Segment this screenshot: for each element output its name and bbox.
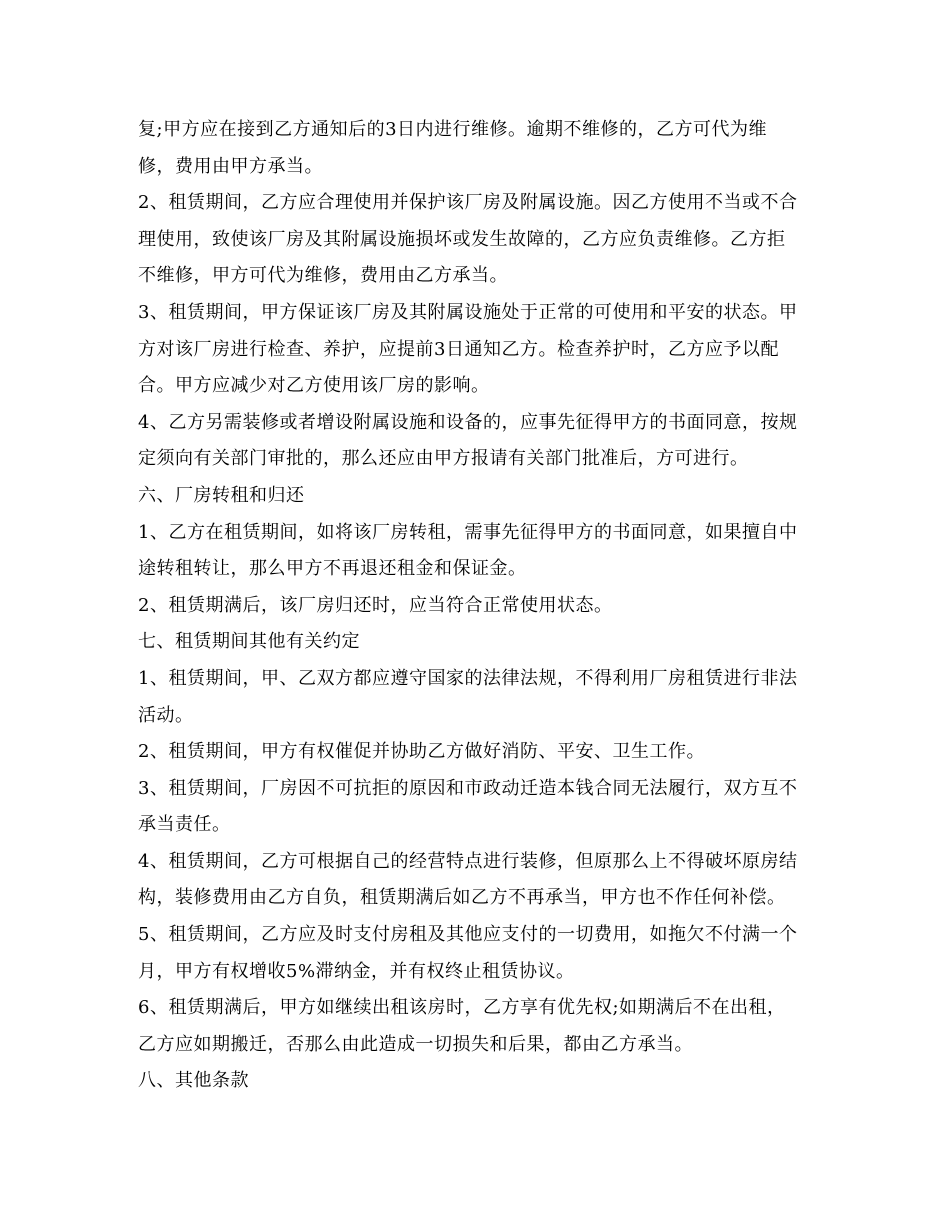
text-line: 合。甲方应减少对乙方使用该厂房的影响。 xyxy=(138,375,490,397)
text-line: 月，甲方有权增收5%滞纳金，并有权终止租赁协议。 xyxy=(138,960,575,982)
text-line: 理使用，致使该厂房及其附属设施损坏或发生故障的，乙方应负责维修。乙方拒 xyxy=(138,228,786,250)
text-line: 复;甲方应在接到乙方通知后的3日内进行维修。逾期不维修的，乙方可代为维 xyxy=(138,119,768,140)
clause-3-line: 3、租赁期间，厂房因不可抗拒的原因和市政动迁造本钱合同无法履行，双方互不 xyxy=(138,777,798,799)
text-line: 活动。 xyxy=(138,704,194,726)
clause-2-line: 2、租赁期间，甲方有权催促并协助乙方做好消防、平安、卫生工作。 xyxy=(138,741,705,763)
clause-3-line: 3、租赁期间，甲方保证该厂房及其附属设施处于正常的可使用和平安的状态。甲 xyxy=(138,301,798,323)
text-line: 修，费用由甲方承当。 xyxy=(138,155,323,177)
clause-4-line: 4、乙方另需装修或者增设附属设施和设备的，应事先征得甲方的书面同意，按规 xyxy=(138,411,798,433)
clause-5-line: 5、租赁期间，乙方应及时支付房租及其他应支付的一切费用，如拖欠不付满一个 xyxy=(138,924,798,946)
text-line: 方对该厂房进行检查、养护，应提前3日通知乙方。检查养护时，乙方应予以配 xyxy=(138,338,779,360)
document-page xyxy=(138,112,808,1100)
section-heading-7: 七、租赁期间其他有关约定 xyxy=(138,631,360,653)
text-line: 承当责任。 xyxy=(138,814,231,836)
clause-1-line: 1、乙方在租赁期间，如将该厂房转租，需事先征得甲方的书面同意，如果擅自中 xyxy=(138,521,798,543)
text-line: 不维修，甲方可代为维修，费用由乙方承当。 xyxy=(138,265,508,287)
text-line: 定须向有关部门审批的，那么还应由甲方报请有关部门批准后，方可进行。 xyxy=(138,448,749,470)
section-heading-8: 八、其他条款 xyxy=(138,1070,249,1092)
clause-2-line: 2、租赁期满后，该厂房归还时，应当符合正常使用状态。 xyxy=(138,594,613,616)
text-line: 乙方应如期搬迁，否那么由此造成一切损失和后果，都由乙方承当。 xyxy=(138,1033,693,1055)
text-line: 途转租转让，那么甲方不再退还租金和保证金。 xyxy=(138,558,527,580)
text-line: 构，装修费用由乙方自负，租赁期满后如乙方不再承当，甲方也不作任何补偿。 xyxy=(138,887,786,909)
clause-1-line: 1、租赁期间，甲、乙双方都应遵守国家的法律法规，不得利用厂房租赁进行非法 xyxy=(138,667,798,689)
clause-2-line: 2、租赁期间，乙方应合理使用并保护该厂房及附属设施。因乙方使用不当或不合 xyxy=(138,192,798,214)
section-heading-6: 六、厂房转租和归还 xyxy=(138,484,305,506)
clause-4-line: 4、租赁期间，乙方可根据自己的经营特点进行装修，但原那么上不得破坏原房结 xyxy=(138,850,798,872)
clause-6-line: 6、租赁期满后，甲方如继续出租该房时，乙方享有优先权;如期满后不在出租， xyxy=(138,997,786,1019)
